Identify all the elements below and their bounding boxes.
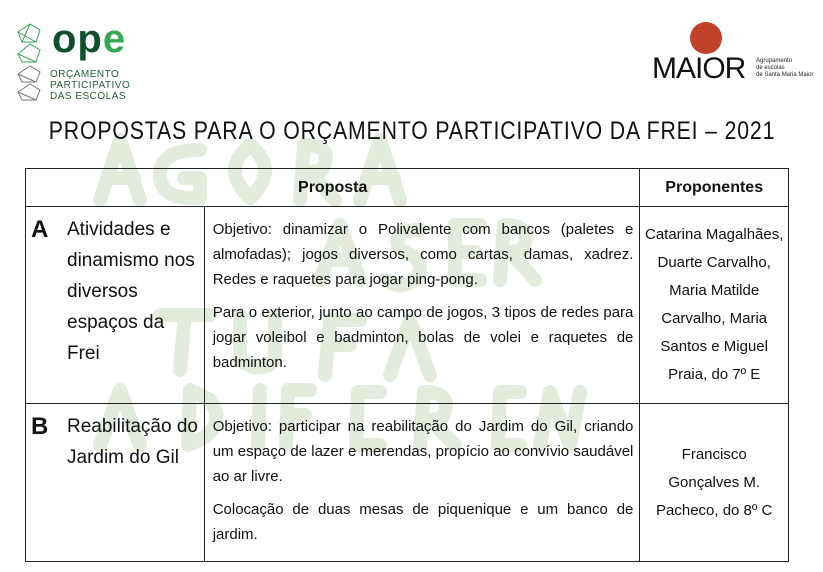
proposal-name: Reabilitação do Jardim do Gil <box>67 416 198 468</box>
proposal-name-cell <box>26 404 205 562</box>
ope-subtitle-line: ORÇAMENTO <box>50 69 120 80</box>
page-title: PROPOSTAS PARA O ORÇAMENTO PARTICIPATIVO DA FREI – 2021 <box>48 117 775 145</box>
proposal-letter: B <box>31 413 49 440</box>
header-proposta: Proposta <box>26 169 640 207</box>
ope-subtitle-line: PARTICIPATIVO <box>50 80 131 91</box>
proposal-description <box>204 207 640 404</box>
proposal-letter: A <box>31 216 49 243</box>
description-paragraph: Objetivo: dinamizar o Polivalente com bancos (paletes e almofadas); jogos diversos, como cartas, damas, xadrez. Redes e raquetes para jogar ping-pong. <box>212 221 634 288</box>
maior-subtitle-line: de escolas <box>756 65 785 71</box>
proposal-name: Atividades e dinamismo nos diversos espaços da Frei <box>67 219 195 364</box>
maior-subtitle-line: Agrupamento <box>756 58 793 64</box>
table-header-row <box>26 169 789 207</box>
ope-subtitle <box>50 69 130 102</box>
maior-subtitle-line: de Santa Maria Maior <box>756 72 814 78</box>
ope-geometric-icon <box>14 22 46 102</box>
description-paragraph: Para o exterior, junto ao campo de jogos, 3 tipos de redes para jogar voleibol e badminton, bolas de volei e raquetes de badminton. <box>212 304 634 371</box>
ope-wordmark: ope <box>52 17 127 61</box>
maior-logo <box>652 22 822 92</box>
maior-subtitle <box>756 58 813 79</box>
proposal-name-cell <box>26 207 205 404</box>
tree-icon <box>690 22 722 54</box>
description-paragraph: Colocação de duas mesas de piquenique e um banco de jardim. <box>212 501 634 543</box>
ope-subtitle-line: DAS ESCOLAS <box>50 91 127 102</box>
proposal-description <box>204 404 640 562</box>
proposals-table <box>25 168 789 562</box>
proponentes-cell: Catarina Magalhães, Duarte Carvalho, Maria Matilde Carvalho, Maria Santos e Miguel Praia, do 7º E <box>640 207 789 404</box>
ope-logo <box>14 17 144 102</box>
table-row <box>26 207 789 404</box>
table-row <box>26 404 789 562</box>
proponentes-cell: Francisco Gonçalves M. Pacheco, do 8º C <box>640 404 789 562</box>
maior-wordmark: MAIOR <box>652 52 746 85</box>
header-proponentes: Proponentes <box>640 169 789 207</box>
description-paragraph: Objetivo: participar na reabilitação do Jardim do Gil, criando um espaço de lazer e merendas, propício ao convívio saudável ao ar livre. <box>212 418 634 485</box>
